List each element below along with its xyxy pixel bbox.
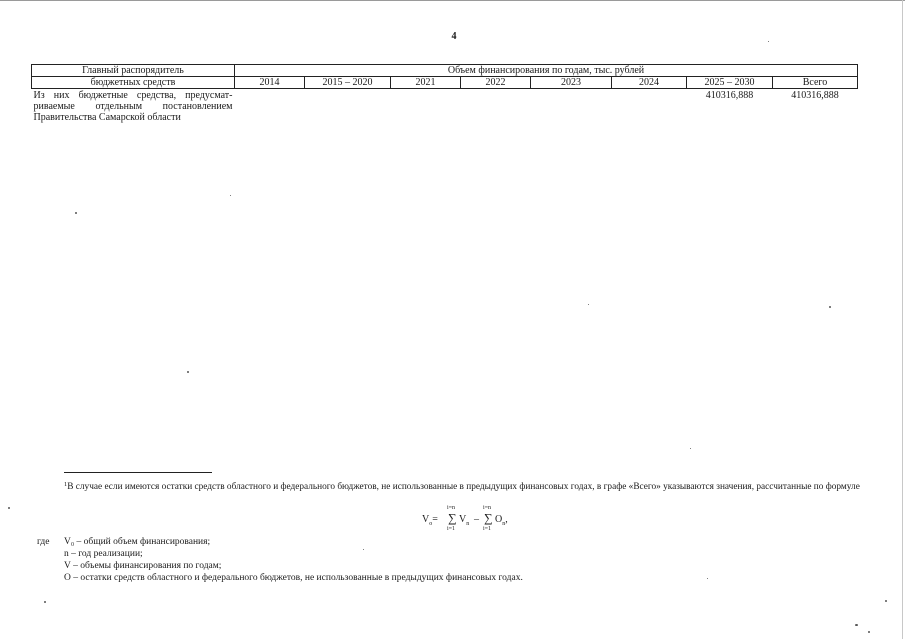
header-year-2024: 2024 bbox=[612, 77, 687, 89]
header-year-2025-2030: 2025 – 2030 bbox=[687, 77, 773, 89]
formula-lhs: $V_o=$ bbox=[422, 514, 438, 527]
header-year-2021: 2021 bbox=[391, 77, 461, 89]
header-year-2022: 2022 bbox=[461, 77, 531, 89]
page-number: 4 bbox=[451, 31, 457, 42]
header-distributor-line1: Главный распорядитель bbox=[32, 65, 235, 77]
scan-speck bbox=[868, 631, 870, 633]
header-year-2023: 2023 bbox=[531, 77, 612, 89]
cell-2014 bbox=[235, 89, 305, 124]
scan-speck bbox=[829, 306, 831, 308]
scan-speck bbox=[855, 624, 858, 626]
cell-2024 bbox=[612, 89, 687, 124]
scan-speck bbox=[363, 549, 364, 550]
scan-speck bbox=[187, 371, 189, 373]
scan-speck bbox=[707, 578, 708, 579]
formula-sigma-2: ∑ bbox=[484, 511, 493, 525]
scan-speck bbox=[588, 304, 589, 305]
header-year-2014: 2014 bbox=[235, 77, 305, 89]
formula-minus: – bbox=[474, 514, 479, 525]
header-total: Всего bbox=[773, 77, 858, 89]
cell-2015-2020 bbox=[305, 89, 391, 124]
table-row bbox=[32, 89, 858, 124]
formula-term2: $O_n$, bbox=[495, 514, 508, 527]
scan-speck bbox=[230, 195, 231, 196]
scan-edge-right bbox=[902, 0, 903, 639]
cell-total: 410316,888 bbox=[791, 90, 839, 101]
header-distributor-line2: бюджетных средств bbox=[32, 77, 235, 89]
footnote-text: В случае если имеются остатки средств областного и федерального бюджетов, не использованные в предыдущих финансовых годах, в графе «Всего» указываются значения, рассчитанные по формуле bbox=[67, 482, 860, 492]
cell-2022 bbox=[461, 89, 531, 124]
formula-term1: $V_n$ bbox=[459, 514, 470, 527]
header-financing-group: Объем финансирования по годам, тыс. рублей bbox=[235, 65, 858, 77]
cell-2021 bbox=[391, 89, 461, 124]
scan-speck bbox=[768, 41, 769, 42]
scan-speck bbox=[75, 212, 77, 214]
formula-upper-limit-2: i=n bbox=[483, 505, 492, 511]
header-year-2015-2020: 2015 – 2020 bbox=[305, 77, 391, 89]
scan-speck bbox=[8, 507, 10, 509]
table-header-row-2 bbox=[32, 77, 858, 89]
legend-lead: где bbox=[37, 537, 50, 547]
footnote-marker: 1 bbox=[64, 481, 68, 488]
formula-upper-limit-1: i=n bbox=[447, 505, 456, 511]
cell-2025-2030: 410316,888 bbox=[705, 90, 754, 101]
cell-2023 bbox=[531, 89, 612, 124]
formula-lower-limit-1: i=1 bbox=[447, 526, 456, 532]
footnote bbox=[38, 479, 860, 493]
table-header-row-1 bbox=[32, 65, 858, 77]
scan-speck bbox=[44, 601, 46, 603]
budget-table bbox=[31, 64, 858, 123]
scan-speck bbox=[690, 448, 691, 449]
row-label: Из них бюджетные средства, предусмат-риваемые отдельным постановлением Правительства Самарской области bbox=[33, 90, 233, 123]
formula-sigma-1: ∑ bbox=[448, 511, 457, 525]
footnote-divider bbox=[64, 472, 212, 473]
scan-speck bbox=[885, 600, 887, 602]
formula-lower-limit-2: i=1 bbox=[483, 526, 492, 532]
scan-edge-top bbox=[0, 0, 905, 1]
